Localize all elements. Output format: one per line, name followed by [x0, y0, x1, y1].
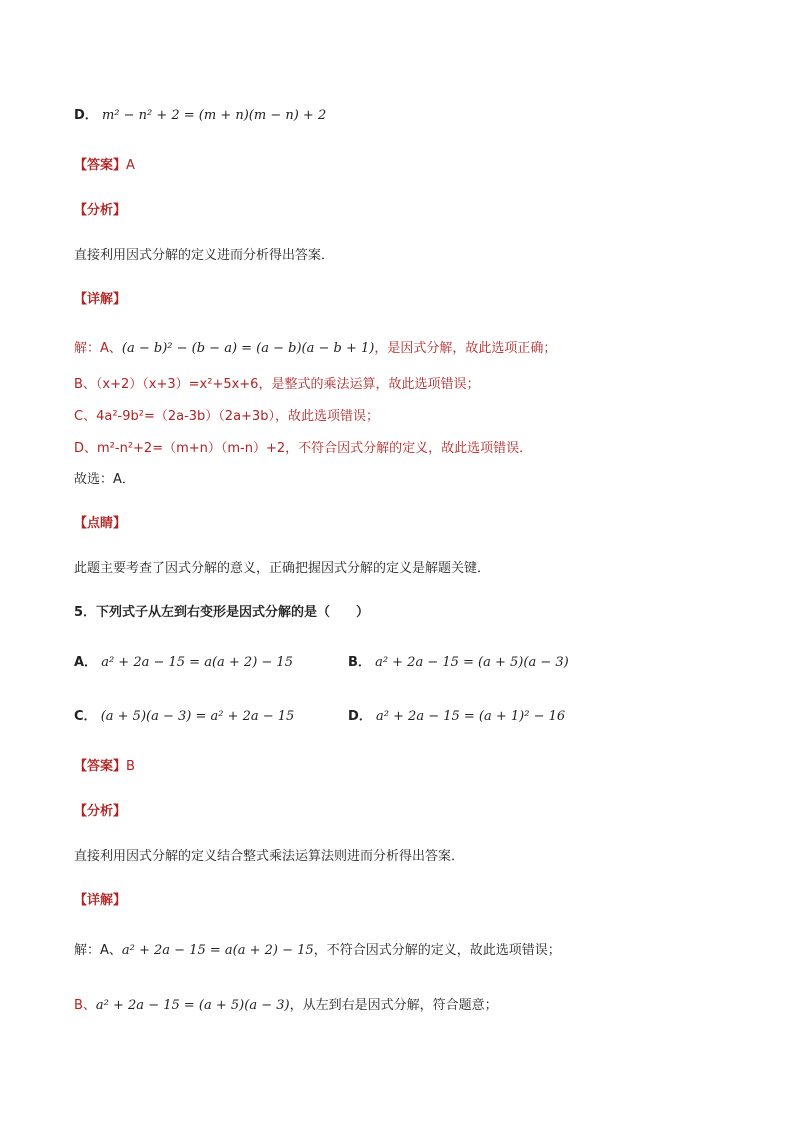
q5-detail-a	[74, 942, 561, 960]
detail-tag: 详解	[87, 893, 114, 908]
option-label: B．	[348, 655, 371, 670]
bracket-close: 】	[113, 292, 127, 307]
answer-tag: 答案	[87, 759, 114, 774]
bracket-open: 【	[74, 203, 88, 218]
math-expression: a² + 2a − 15 = a(a + 2) − 15	[121, 943, 314, 958]
option-label: A．	[74, 655, 98, 670]
bracket-close: 】	[113, 893, 127, 908]
q4-detail-heading	[74, 291, 126, 309]
option-label: D．	[348, 709, 372, 724]
detail-prefix: 解：A、	[74, 341, 122, 356]
answer-value: B	[126, 759, 135, 774]
math-expression: a² + 2a − 15 = (a + 5)(a − 3)	[375, 655, 569, 670]
detail-prefix: 解：A、	[74, 943, 122, 958]
detail-tag: 详解	[87, 292, 114, 307]
bracket-close: 】	[113, 516, 127, 531]
q5-analysis-heading	[74, 803, 126, 821]
analysis-tag: 分析	[87, 203, 114, 218]
bracket-close: 】	[113, 759, 127, 774]
detail-suffix: ，是因式分解，故此选项正确；	[374, 341, 557, 356]
bracket-open: 【	[74, 804, 88, 819]
answer-value: A	[126, 158, 135, 173]
bracket-open: 【	[74, 158, 88, 173]
math-expression: (a − b)² − (b − a) = (a − b)(a − b + 1)	[121, 341, 375, 356]
q4-choose: 故选：A．	[74, 472, 135, 487]
math-expression: a² + 2a − 15 = a(a + 2) − 15	[101, 655, 293, 670]
q5-option-d	[348, 708, 565, 726]
q4-comment-text: 此题主要考查了因式分解的意义，正确把握因式分解的定义是解题关键．	[74, 561, 491, 576]
comment-tag: 点睛	[87, 516, 114, 531]
bracket-close: 】	[113, 804, 127, 819]
math-expression: a² + 2a − 15 = (a + 1)² − 16	[375, 709, 566, 724]
detail-suffix: ，从左到右是因式分解，符合题意；	[289, 998, 498, 1013]
q5-detail-b	[74, 997, 498, 1015]
q5-detail-heading	[74, 892, 126, 910]
math-expression: m² − n² + 2 = (m + n)(m − n) + 2	[101, 108, 327, 123]
bracket-close: 】	[113, 203, 127, 218]
q4-detail-d: D、m²-n²+2=（m+n）（m-n）+2，不符合因式分解的定义，故此选项错误．	[74, 441, 533, 456]
q5-option-c	[74, 708, 294, 726]
bracket-open: 【	[74, 516, 88, 531]
q4-answer	[74, 157, 135, 175]
bracket-open: 【	[74, 292, 88, 307]
q4-detail-c: C、4a²-9b²=（2a-3b）（2a+3b），故此选项错误；	[74, 409, 379, 424]
bracket-open: 【	[74, 893, 88, 908]
answer-tag: 答案	[87, 158, 114, 173]
bracket-open: 【	[74, 759, 88, 774]
q4-detail-a	[74, 340, 556, 358]
q4-analysis-text: 直接利用因式分解的定义进而分析得出答案．	[74, 248, 335, 263]
math-expression: (a + 5)(a − 3) = a² + 2a − 15	[100, 709, 295, 724]
q4-detail-b: B、（x+2）（x+3）=x²+5x+6，是整式的乘法运算，故此选项错误；	[74, 377, 480, 392]
detail-prefix: B、	[74, 998, 96, 1013]
analysis-tag: 分析	[87, 804, 114, 819]
detail-suffix: ，不符合因式分解的定义，故此选项错误；	[313, 943, 561, 958]
math-expression: a² + 2a − 15 = (a + 5)(a − 3)	[95, 998, 290, 1013]
q4-analysis-heading	[74, 202, 126, 220]
option-label: C．	[74, 709, 97, 724]
bracket-close: 】	[113, 158, 127, 173]
q5-analysis-text: 直接利用因式分解的定义结合整式乘法运算法则进而分析得出答案．	[74, 849, 465, 864]
q5-option-b	[348, 654, 569, 672]
option-label: D．	[74, 108, 98, 123]
q4-comment-heading	[74, 515, 126, 533]
q5-option-a	[74, 654, 293, 672]
q5-question: 5．下列式子从左到右变形是因式分解的是（ ）	[74, 605, 370, 620]
q4-option-d	[74, 107, 326, 125]
q5-answer	[74, 758, 135, 776]
